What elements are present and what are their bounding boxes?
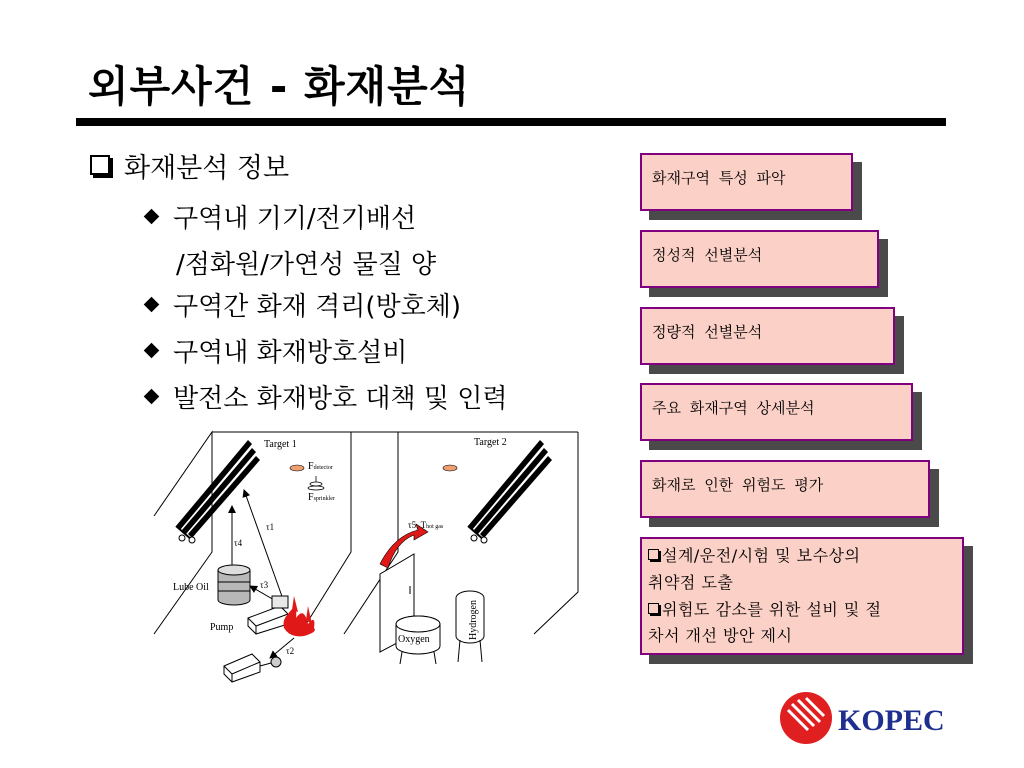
result-line (648, 570, 733, 593)
step-box (640, 537, 964, 655)
info-item (146, 198, 416, 235)
process-step (640, 460, 930, 518)
info-item-text: 구역간 화재 격리(방호체) (173, 292, 461, 322)
fire-compartment-diagram (148, 428, 580, 694)
info-item-continuation (176, 244, 436, 281)
checkbox-bullet-icon (90, 155, 110, 175)
pump-label: Pump (210, 622, 234, 633)
info-heading (90, 146, 289, 185)
diamond-bullet-icon (144, 209, 160, 225)
step-label: 정성적 선별분석 (652, 246, 763, 264)
step-label: 주요 화재구역 상세분석 (652, 399, 815, 417)
step-box (640, 307, 895, 365)
kopec-mark-icon (780, 692, 832, 744)
info-item-text: 발전소 화재방호 대책 및 인력 (173, 384, 508, 414)
room-walls (154, 432, 578, 634)
info-item-text: /점화원/가연성 물질 양 (176, 250, 437, 280)
tau2-label: τ2 (286, 646, 295, 656)
step-box (640, 230, 879, 288)
step-box (640, 460, 930, 518)
kopec-logo-text: KOPEC (838, 704, 945, 737)
result-line (648, 623, 792, 646)
kopec-logo (778, 690, 948, 746)
pump-icon (248, 596, 288, 634)
step-label: 화재구역 특성 파악 (652, 169, 786, 187)
lube-oil-drum-icon (218, 565, 250, 605)
info-item (146, 286, 461, 323)
result-text: 차서 개선 방안 제시 (648, 626, 793, 645)
process-step (640, 230, 879, 288)
tau1-label: τ1 (266, 522, 275, 532)
info-heading-text: 화재분석 정보 (124, 153, 290, 184)
process-step (640, 383, 913, 441)
checkbox-bullet-icon (648, 549, 659, 560)
cable-tray-icon (176, 440, 260, 543)
lube-oil-label: Lube Oil (173, 582, 209, 593)
info-item (146, 378, 507, 415)
info-item-text: 구역내 화재방호설비 (173, 338, 408, 368)
cable-tray-icon (468, 440, 552, 543)
detector-icon (290, 465, 304, 471)
pump-icon (224, 654, 281, 682)
step-box (640, 153, 853, 211)
hydrogen-label: Hydrogen (468, 600, 479, 640)
detector-icon (443, 465, 457, 471)
process-step-results (640, 537, 964, 655)
diamond-bullet-icon (144, 297, 160, 313)
process-step (640, 153, 853, 211)
tau5-label: τ5, Thot gas (408, 520, 444, 530)
oxygen-label: Oxygen (398, 634, 430, 645)
tau3-label: τ3 (260, 580, 269, 590)
slide-title: 외부사건 - 화재분석 (88, 62, 471, 111)
checkbox-bullet-icon (648, 603, 659, 614)
diamond-bullet-icon (144, 343, 160, 359)
process-step (640, 307, 895, 365)
target-1-label: Target 1 (264, 439, 297, 450)
title-underline (76, 118, 946, 126)
result-line (648, 543, 860, 566)
result-text: 위험도 감소를 위한 설비 및 절 (662, 600, 882, 619)
step-label: 화재로 인한 위험도 평가 (652, 476, 824, 494)
step-box (640, 383, 913, 441)
step-label: 정량적 선별분석 (652, 323, 763, 341)
info-item-text: 구역내 기기/전기배선 (173, 204, 417, 234)
target-2-label: Target 2 (474, 437, 507, 448)
info-item (146, 332, 407, 369)
diamond-bullet-icon (144, 389, 160, 405)
result-text: 취약점 도출 (648, 573, 734, 592)
result-text: 설계/운전/시험 및 보수상의 (662, 546, 861, 565)
result-line (648, 597, 881, 620)
detector-label: Fdetector (308, 461, 333, 472)
tau4-label: τ4 (234, 538, 243, 548)
sprinkler-icon (308, 476, 324, 490)
sprinkler-label: Fsprinkler (308, 492, 335, 503)
